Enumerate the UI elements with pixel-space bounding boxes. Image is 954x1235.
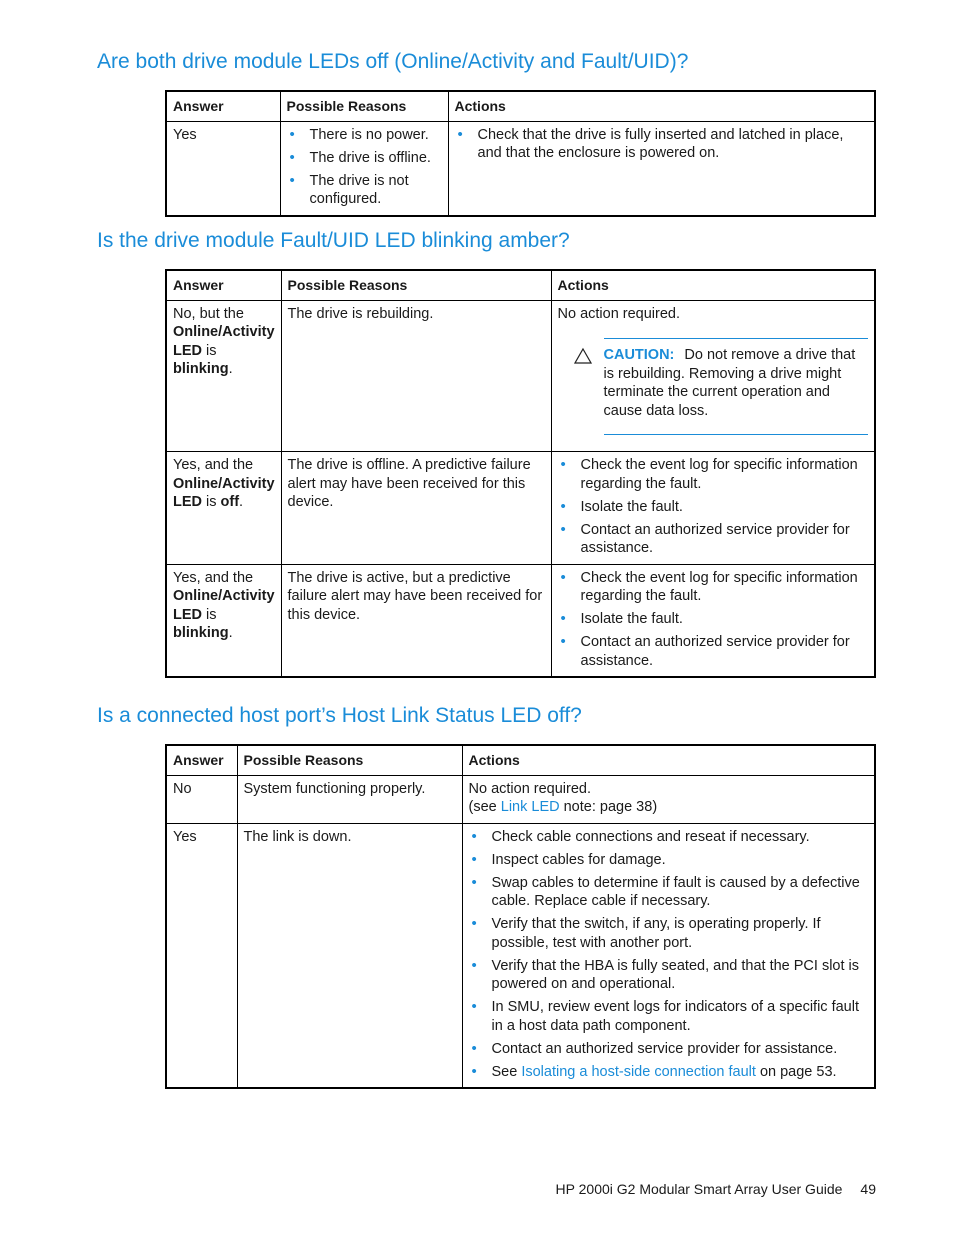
table-row: [166, 452, 875, 565]
answer-led: Online/Activity LED: [173, 588, 275, 623]
list-item: • Verify that the HBA is fully seated, and that the PCI slot is powered on and operational.: [469, 957, 869, 994]
isolating-fault-link[interactable]: Isolating a host-side connection fault: [521, 1063, 756, 1080]
guide-title: HP 2000i G2 Modular Smart Array User Guide: [555, 1181, 843, 1197]
actions-cell: [551, 300, 875, 452]
table-row: [166, 564, 875, 677]
header-possible-reasons: Possible Reasons: [281, 270, 551, 300]
section-title-host-link-led-off: Is a connected host port’s Host Link Status LED off?: [97, 704, 582, 727]
table-row: [166, 823, 875, 1088]
no-action-text: No action required.: [468, 780, 592, 797]
table-row: [166, 121, 875, 216]
list-item: • Isolate the fault.: [558, 498, 869, 517]
both-leds-off-table: [165, 90, 876, 217]
list-item: • Check that the drive is fully inserted and latched in place, and that the enclosure is powered on.: [455, 126, 869, 163]
list-item: • In SMU, review event logs for indicators of a specific fault in a host data path component.: [469, 998, 869, 1035]
answer-end: .: [239, 494, 244, 510]
actions-cell: [462, 775, 875, 823]
list-item: [469, 1063, 869, 1082]
header-actions: Actions: [462, 745, 875, 775]
answer-end: .: [228, 361, 233, 377]
link-led-link[interactable]: Link LED: [500, 799, 560, 815]
fault-led-blinking-table: [165, 269, 876, 678]
see-prefix: See: [491, 1063, 522, 1080]
reason-cell: The link is down.: [237, 823, 462, 1088]
page-number: 49: [860, 1181, 876, 1197]
caution-note: [604, 338, 869, 435]
list-item: • Isolate the fault.: [558, 610, 869, 629]
see-suffix: note: page 38): [559, 799, 658, 815]
answer-state: blinking: [173, 361, 229, 377]
see-note: [469, 798, 869, 817]
answer-led: Online/Activity LED: [173, 324, 275, 359]
list-item: • Contact an authorized service provider for assistance.: [469, 1040, 869, 1059]
answer-cell: Yes: [166, 121, 280, 216]
table-row: [166, 300, 875, 452]
list-item: • Contact an authorized service provider for assistance.: [558, 521, 869, 558]
table-header-row: [166, 270, 875, 300]
actions-cell: [462, 823, 875, 1088]
reason-cell: The drive is rebuilding.: [281, 300, 551, 452]
caution-text: Do not remove a drive that is rebuilding. Removing a drive might terminate the current operation and cause data loss.: [603, 347, 856, 419]
header-actions: Actions: [551, 270, 875, 300]
no-action-text: No action required.: [557, 305, 681, 322]
list-item: • Inspect cables for damage.: [469, 851, 869, 870]
answer-cell: No: [166, 775, 237, 823]
header-possible-reasons: Possible Reasons: [237, 745, 462, 775]
header-answer: Answer: [166, 745, 237, 775]
actions-cell: [551, 452, 875, 565]
table-header-row: [166, 91, 875, 121]
list-item: • Check the event log for specific information regarding the fault.: [558, 569, 869, 606]
see-prefix: (see: [468, 799, 501, 815]
table-row: [166, 775, 875, 823]
see-suffix: on page 53.: [755, 1063, 837, 1080]
reason-cell: The drive is active, but a predictive failure alert may have been received for this device.: [281, 564, 551, 677]
caution-triangle-icon: [574, 347, 592, 365]
answer-state: blinking: [173, 625, 229, 641]
answer-cell: [166, 452, 281, 565]
answer-is: is: [202, 606, 217, 623]
answer-is: is: [202, 494, 221, 510]
answer-cell: [166, 564, 281, 677]
answer-cell: [166, 300, 281, 452]
actions-cell: [551, 564, 875, 677]
table-header-row: [166, 745, 875, 775]
list-item: • Check the event log for specific information regarding the fault.: [558, 456, 869, 493]
header-possible-reasons: Possible Reasons: [280, 91, 448, 121]
host-link-led-off-table: [165, 744, 876, 1089]
list-item: • Swap cables to determine if fault is caused by a defective cable. Replace cable if necessary.: [469, 874, 869, 911]
answer-state: off: [220, 494, 240, 510]
section-title-fault-led-blinking: Is the drive module Fault/UID LED blinking amber?: [97, 229, 570, 252]
header-actions: Actions: [448, 91, 875, 121]
actions-cell: [448, 121, 875, 216]
answer-end: .: [228, 625, 233, 641]
header-answer: Answer: [166, 91, 280, 121]
answer-prefix: Yes, and the: [173, 569, 254, 586]
answer-prefix: Yes, and the: [173, 457, 254, 473]
reasons-cell: [280, 121, 448, 216]
answer-is: is: [202, 342, 217, 359]
section-title-both-leds-off: Are both drive module LEDs off (Online/Activity and Fault/UID)?: [97, 50, 689, 73]
answer-led: Online/Activity LED: [173, 475, 275, 510]
reason-cell: System functioning properly.: [237, 775, 462, 823]
list-item: • Verify that the switch, if any, is operating properly. If possible, test with another port.: [469, 915, 869, 952]
header-answer: Answer: [166, 270, 281, 300]
answer-prefix: No, but the: [173, 305, 244, 322]
caution-label: CAUTION:: [603, 347, 675, 363]
list-item: • Contact an authorized service provider for assistance.: [558, 633, 869, 670]
list-item: • The drive is not configured.: [287, 172, 442, 209]
reason-cell: The drive is offline. A predictive failure alert may have been received for this device.: [281, 452, 551, 565]
list-item: • Check cable connections and reseat if necessary.: [469, 828, 869, 847]
list-item: • The drive is offline.: [287, 149, 442, 168]
list-item: • There is no power.: [287, 126, 442, 145]
page-footer: [556, 1180, 876, 1199]
answer-cell: Yes: [166, 823, 237, 1088]
